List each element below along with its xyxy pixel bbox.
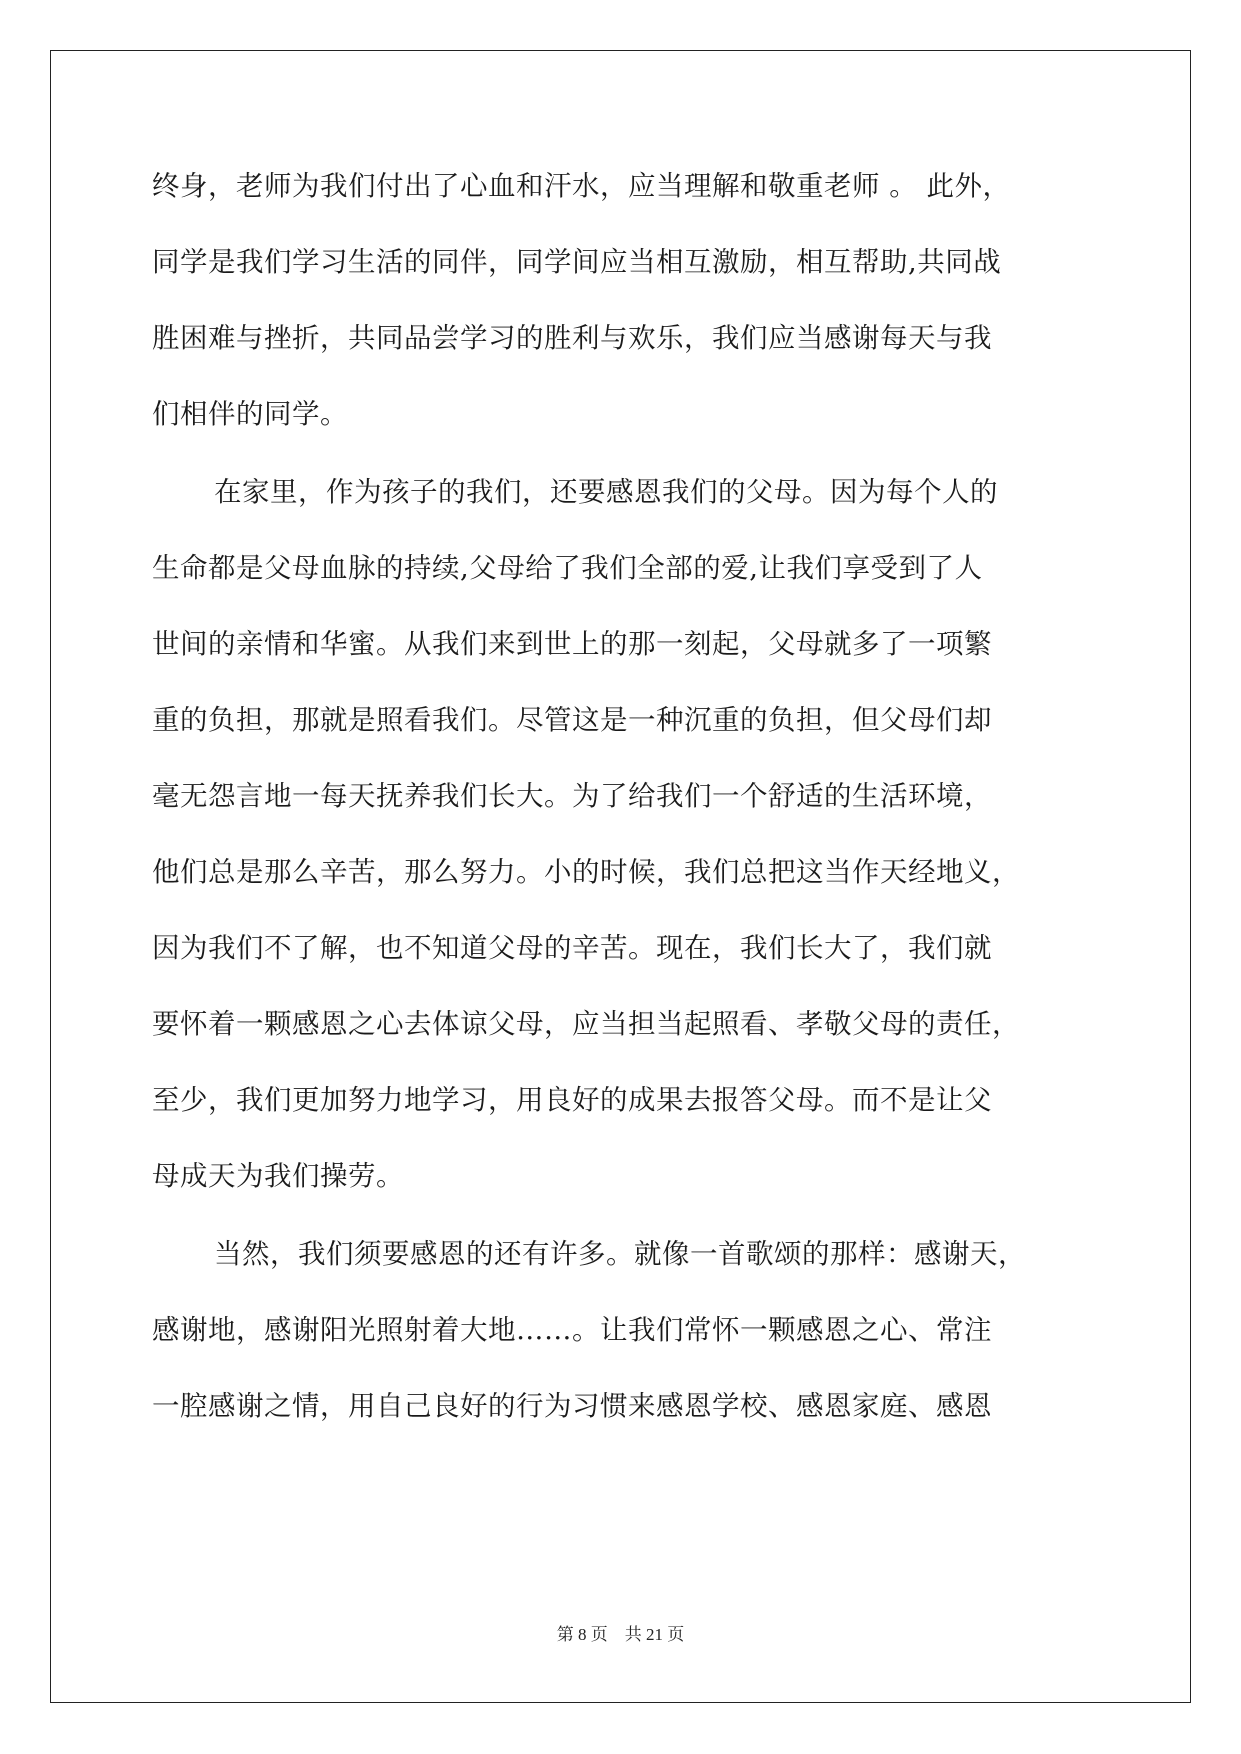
paragraph-line: 终身，老师为我们付出了心血和汗水，应当理解和敬重老师 。 此外， bbox=[152, 170, 1011, 202]
paragraph-line: 在家里，作为孩子的我们，还要感恩我们的父母。因为每个人的 bbox=[214, 476, 998, 508]
paragraph-line: 同学是我们学习生活的同伴，同学间应当相互激励，相互帮助,共同战 bbox=[152, 246, 1002, 278]
paragraph-line: 至少，我们更加努力地学习，用良好的成果去报答父母。而不是让父 bbox=[152, 1084, 992, 1116]
paragraph-line: 感谢地，感谢阳光照射着大地……。让我们常怀一颗感恩之心、常注 bbox=[152, 1314, 992, 1346]
page-number: 第 8 页 共 21 页 bbox=[556, 1625, 685, 1644]
paragraph-line: 生命都是父母血脉的持续,父母给了我们全部的爱,让我们享受到了人 bbox=[152, 552, 983, 584]
paragraph-line: 当然，我们须要感恩的还有许多。就像一首歌颂的那样：感谢天， bbox=[214, 1238, 1026, 1270]
paragraph-line: 胜困难与挫折，共同品尝学习的胜利与欢乐，我们应当感谢每天与我 bbox=[152, 322, 992, 354]
paragraph-line: 毫无怨言地一每天抚养我们长大。为了给我们一个舒适的生活环境， bbox=[152, 780, 992, 812]
paragraph-line: 要怀着一颗感恩之心去体谅父母，应当担当起照看、孝敬父母的责任， bbox=[152, 1008, 1020, 1040]
paragraph-line: 他们总是那么辛苦，那么努力。小的时候，我们总把这当作天经地义， bbox=[152, 856, 1020, 888]
paragraph-line: 们相伴的同学。 bbox=[152, 398, 348, 430]
paragraph-line: 世间的亲情和华蜜。从我们来到世上的那一刻起，父母就多了一项繁 bbox=[152, 628, 992, 660]
paragraph-line: 一腔感谢之情，用自己良好的行为习惯来感恩学校、感恩家庭、感恩 bbox=[152, 1390, 992, 1422]
paragraph-line: 因为我们不了解，也不知道父母的辛苦。现在，我们长大了，我们就 bbox=[152, 932, 992, 964]
paragraph-line: 母成天为我们操劳。 bbox=[152, 1160, 404, 1192]
paragraph-line: 重的负担，那就是照看我们。尽管这是一种沉重的负担，但父母们却 bbox=[152, 704, 992, 736]
